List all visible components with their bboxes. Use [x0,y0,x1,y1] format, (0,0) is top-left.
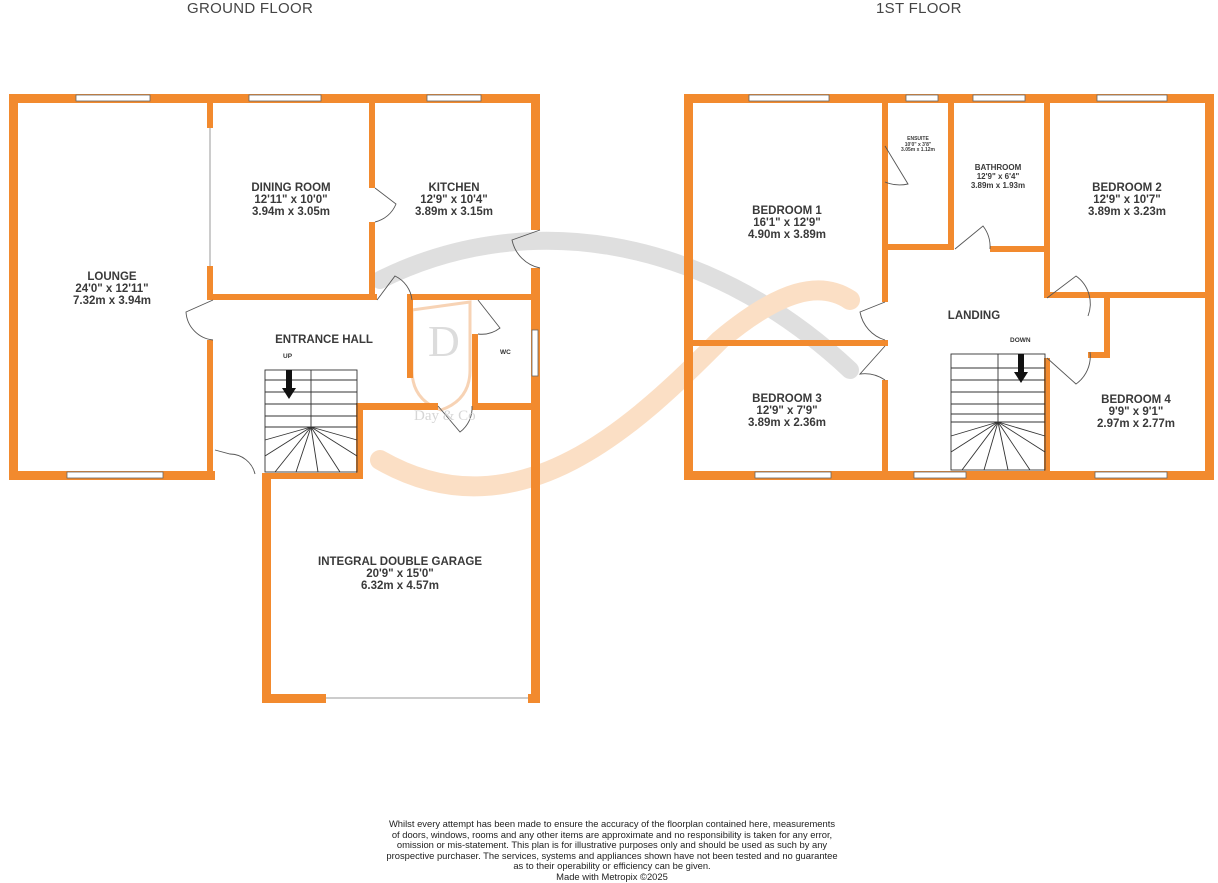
room-metric: 4.90m x 3.89m [747,229,826,241]
room-bedroom-3 [727,393,847,429]
room-name: BEDROOM 1 [752,205,822,217]
window [532,330,538,376]
first-floor-title: 1ST FLOOR [876,0,962,17]
disclaimer-line: of doors, windows, rooms and any other items are approximate and no responsibility is taken for any error, [391,828,833,840]
room-wc: WC [500,349,511,356]
room-name: BEDROOM 3 [752,393,822,405]
disclaimer-line: omission or mis-statement. This plan is for illustrative purposes only and should be used as such by any [396,839,828,851]
room-imperial: 20'9" x 15'0" [366,568,434,580]
room-name: BEDROOM 4 [1101,394,1171,406]
room-metric: 3.05m x 1.12m [901,147,935,153]
stair-label-up: UP [283,353,293,360]
window [1097,95,1167,101]
wall [262,475,271,703]
wall [528,694,540,703]
disclaimer [372,819,852,883]
room-imperial: 12'9" x 7'9" [756,405,818,417]
wall [882,98,888,302]
room-name: BATHROOM [974,163,1022,172]
stair-arrow-down [1014,354,1028,383]
wall [262,473,363,479]
room-metric: 3.89m x 3.15m [414,206,493,218]
wall [948,98,954,250]
staircase-first [951,354,1045,470]
wall [412,294,540,300]
room-landing [914,310,1034,322]
window [749,95,829,101]
room-name: DINING ROOM [251,182,331,194]
wall [407,294,413,378]
wall [207,294,377,300]
wall [472,334,478,406]
room-bathroom [958,163,1038,190]
wall [531,94,540,230]
room-entrance-hall [264,334,384,346]
wall [1205,94,1214,480]
window [427,95,481,101]
window [1095,472,1167,478]
window [76,95,150,101]
wall [1044,98,1050,298]
room-imperial: 12'9" x 10'4" [420,194,488,206]
wall [472,403,540,410]
room-name: KITCHEN [428,182,480,194]
room-imperial: 12'11" x 10'0" [254,194,328,206]
disclaimer-line: as to their operability or efficiency can be given. [513,860,711,872]
staircase-ground [265,370,357,472]
ground-floor-title: GROUND FLOOR [187,0,314,17]
wall [882,380,888,475]
window [249,95,321,101]
wall [693,340,888,346]
room-bedroom-4 [1076,394,1196,430]
room-ensuite [893,137,943,154]
wall [990,246,1050,252]
room-lounge [52,271,172,307]
wall [207,340,213,480]
wall [1104,292,1110,358]
room-imperial: 10'0" x 3'8" [904,141,932,148]
room-garage [300,556,500,592]
watermark-text: Day & Co [414,408,476,424]
watermark-logo-letter: D [428,317,460,366]
disclaimer-line: prospective purchaser. The services, systems and appliances shown have not been tested and no guarantee [386,849,838,861]
room-imperial: 12'9" x 6'4" [976,172,1020,181]
wall [1044,292,1214,298]
room-imperial: 24'0" x 12'11" [75,283,149,295]
room-name: LOUNGE [87,271,137,283]
stair-label-down: DOWN [1010,337,1031,344]
room-metric: 3.89m x 3.23m [1087,206,1166,218]
room-bedroom-2 [1067,182,1187,218]
room-metric: 7.32m x 3.94m [72,295,151,307]
room-name: INTEGRAL DOUBLE GARAGE [318,556,482,568]
window [973,95,1025,101]
wall [262,694,326,703]
room-metric: 2.97m x 2.77m [1096,418,1175,430]
room-imperial: 9'9" x 9'1" [1108,406,1164,418]
wall [9,94,18,480]
room-imperial: 12'9" x 10'7" [1093,194,1161,206]
room-kitchen [394,182,514,218]
room-name: ENSUITE [907,136,929,142]
room-dining [231,182,351,218]
room-metric: 3.89m x 1.93m [970,181,1026,190]
room-bedroom-1 [727,205,847,241]
wall [369,222,375,300]
window [67,472,163,478]
wall [882,244,952,250]
room-imperial: 16'1" x 12'9" [753,217,821,229]
window [914,472,966,478]
disclaimer-line: Made with Metropix ©2025 [556,870,668,882]
room-metric: 3.89m x 2.36m [747,417,826,429]
disclaimer-line: Whilst every attempt has been made to ensure the accuracy of the floorplan contained here, measurements [388,818,836,829]
wall [369,98,375,188]
wall [207,98,213,128]
room-name: ENTRANCE HALL [275,334,373,346]
room-metric: 6.32m x 4.57m [360,580,439,592]
room-name: LANDING [947,310,1001,322]
room-name: BEDROOM 2 [1092,182,1162,194]
room-metric: 3.94m x 3.05m [251,206,330,218]
stair-arrow-up [282,370,296,399]
wall [684,94,693,480]
window [906,95,938,101]
window [755,472,831,478]
wall [1088,352,1110,358]
